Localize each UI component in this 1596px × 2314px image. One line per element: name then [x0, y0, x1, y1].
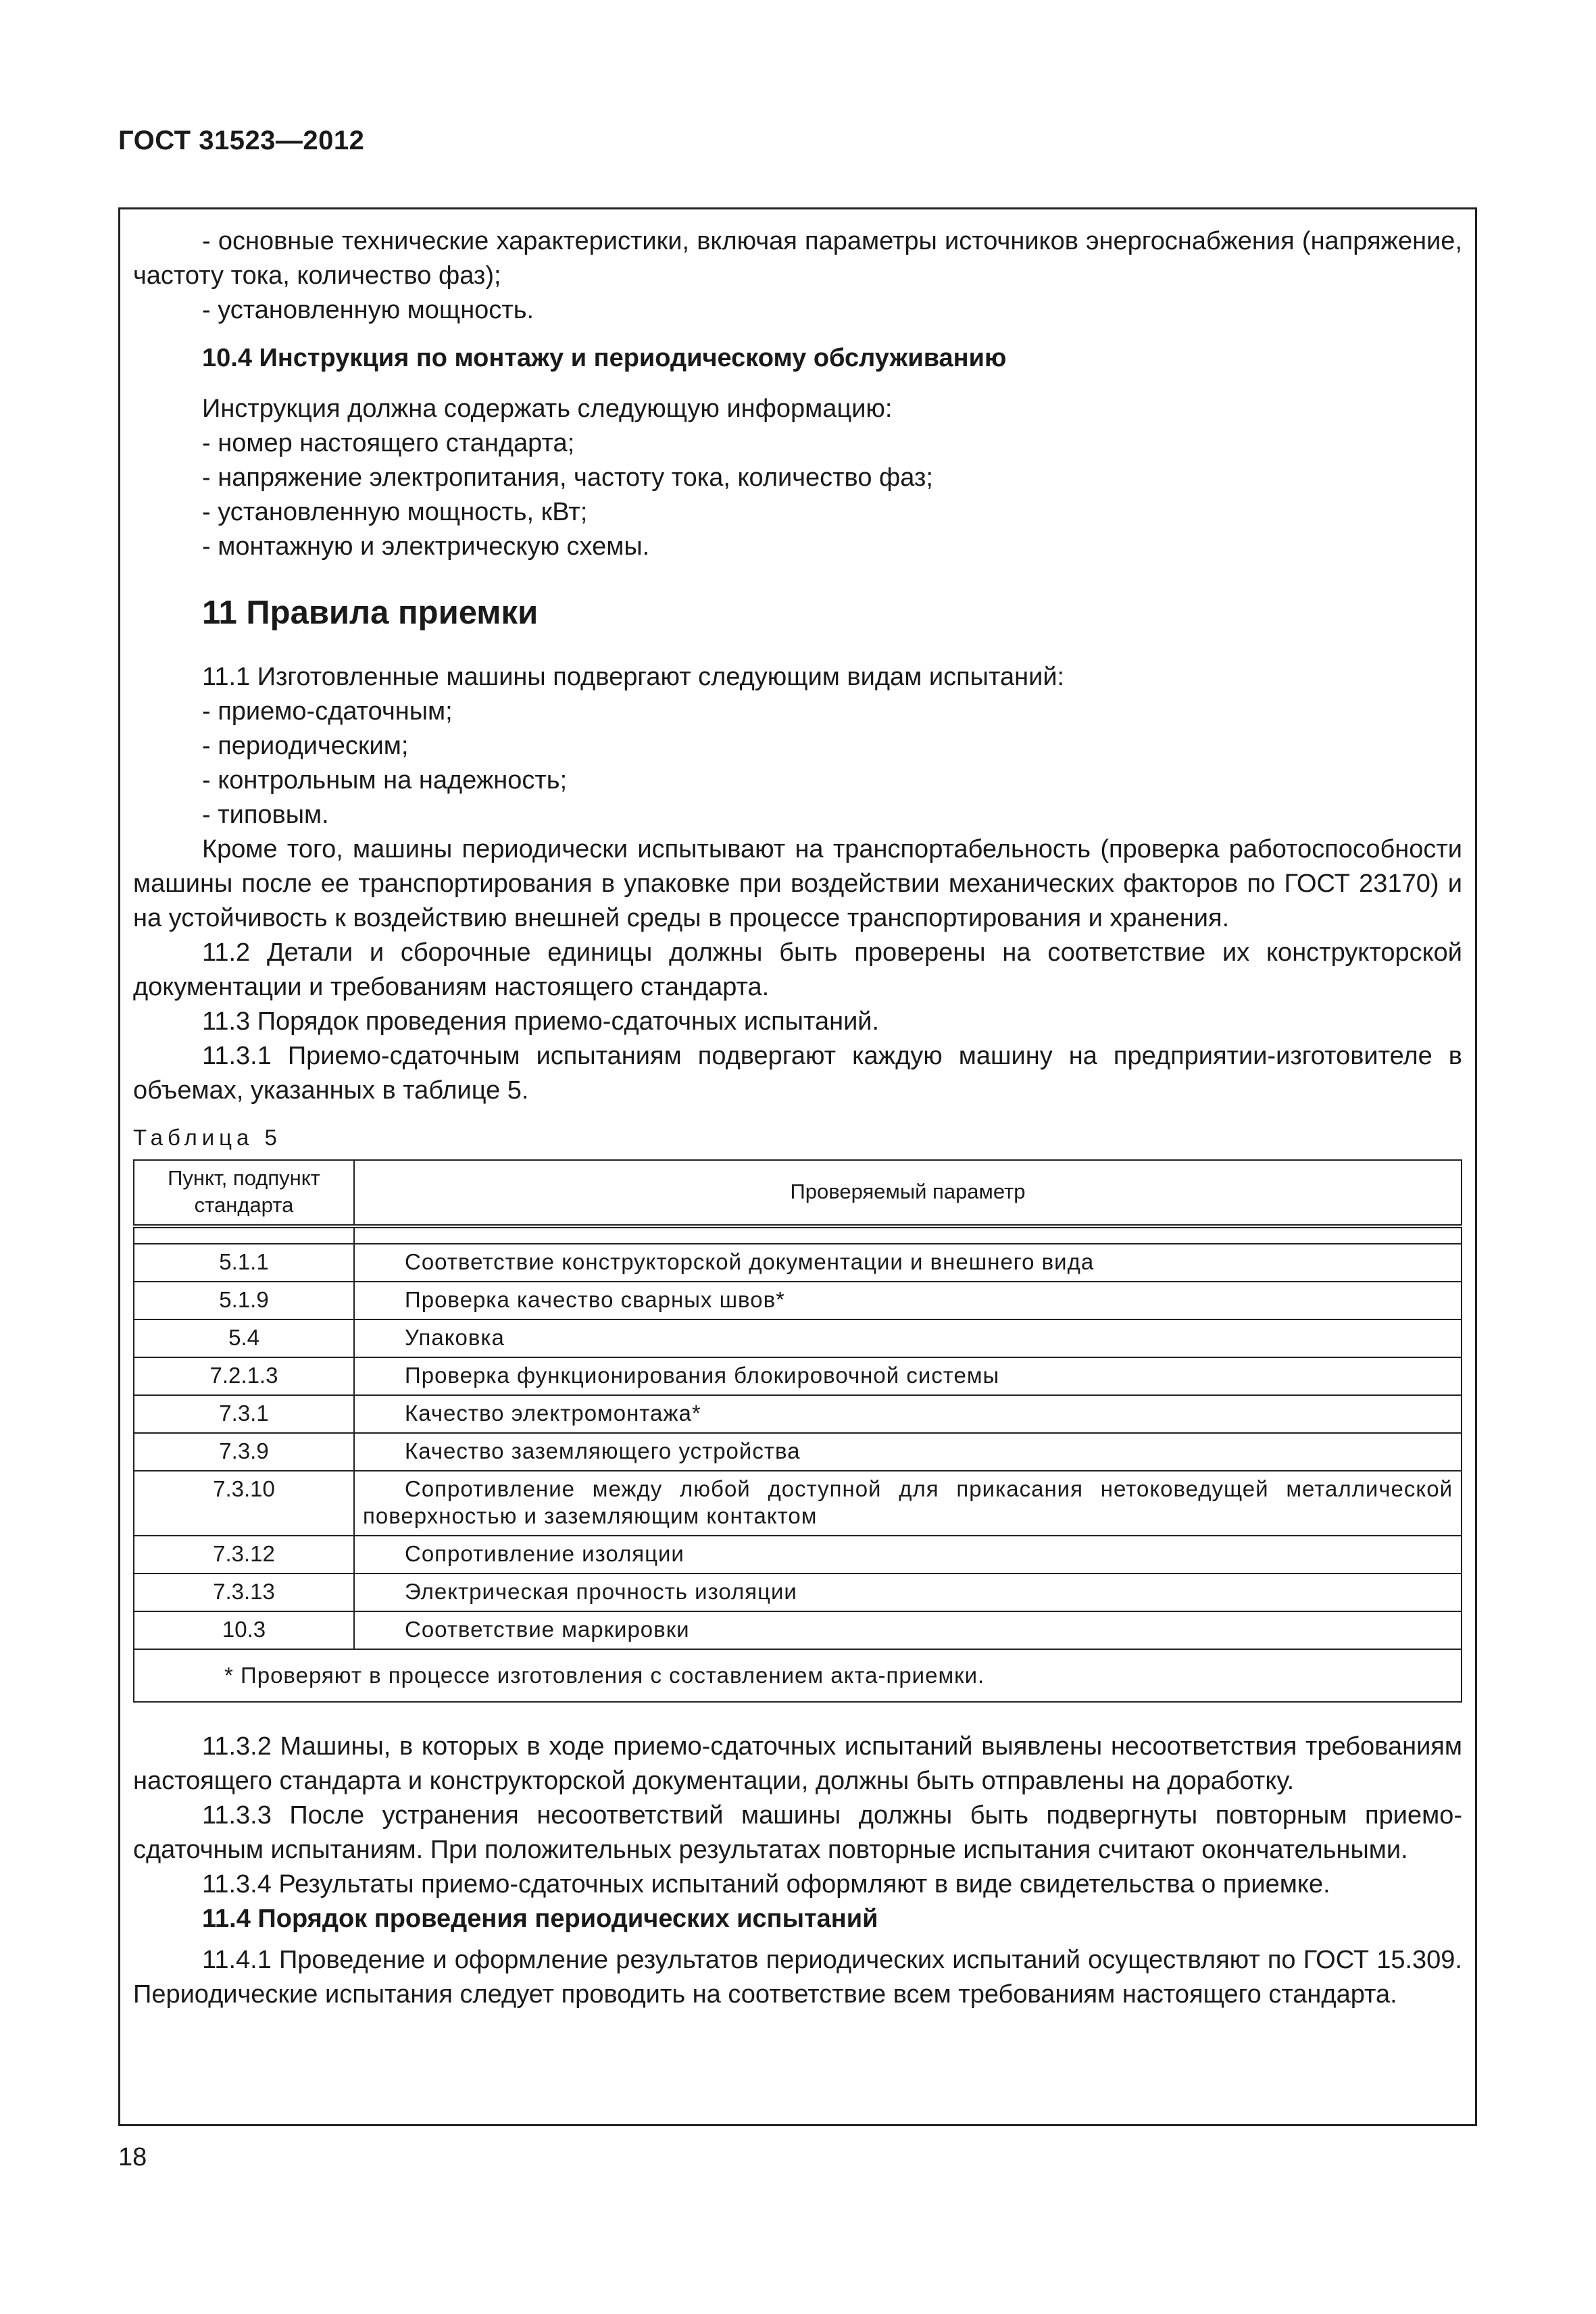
content-body: [133, 224, 1462, 2012]
content-frame: [118, 207, 1477, 2126]
paragraph-11-4-1: 11.4.1 Проведение и оформление результатов периодических испытаний осуществляют по ГОСТ 15.309. Периодические испытания следует проводить на соответствие всем требованиям настоящего стандарта.: [133, 1946, 1462, 2009]
table-header-parameter: Проверяемый параметр: [354, 1160, 1462, 1226]
table-header-row: [134, 1160, 1462, 1226]
paragraph-11-3: 11.3 Порядок проведения приемо-сдаточных испытаний.: [202, 1007, 880, 1036]
table-5-caption: Таблица 5: [133, 1125, 282, 1150]
table-cell-clause: 5.4: [134, 1319, 354, 1357]
table-row: [134, 1536, 1462, 1574]
section-10-4-item: - номер настоящего стандарта;: [202, 429, 575, 457]
table-row: [134, 1611, 1462, 1649]
table-cell-parameter: Качество электромонтажа*: [354, 1395, 1462, 1433]
table-cell-parameter: Соответствие конструкторской документации и внешнего вида: [354, 1244, 1462, 1282]
table-row: [134, 1244, 1462, 1282]
paragraph-11-3-1: 11.3.1 Приемо-сдаточным испытаниям подвергают каждую машину на предприятии-изготовителе в объемах, указанных в таблице 5.: [133, 1042, 1462, 1105]
paragraph-11-1: 11.1 Изготовленные машины подвергают следующим видам испытаний:: [202, 663, 1065, 691]
document-code-header: ГОСТ 31523—2012: [118, 126, 365, 155]
table-cell-clause: 7.3.1: [134, 1395, 354, 1433]
table-row: [134, 1319, 1462, 1357]
paragraph-transportability: Кроме того, машины периодически испытывают на транспортабельность (проверка работоспособности машины после ее транспортирования в упаковке при воздействии механических факторов по ГОСТ 23170) и на устойчивость к воздействию внешней среды в процессе транспортирования и хранения.: [133, 835, 1462, 932]
table-cell-parameter: Электрическая прочность изоляции: [354, 1574, 1462, 1611]
table-row: [134, 1433, 1462, 1471]
paragraph-11-2: 11.2 Детали и сборочные единицы должны быть проверены на соответствие их конструкторской документации и требованиям настоящего стандарта.: [133, 938, 1462, 1001]
table-cell-clause: 5.1.1: [134, 1244, 354, 1282]
table-cell-parameter: Проверка функционирования блокировочной системы: [354, 1357, 1462, 1395]
spacer-cell: [354, 1226, 1462, 1244]
section-10-4-item: - напряжение электропитания, частоту тока, количество фаз;: [202, 463, 933, 492]
section-10-4-intro: Инструкция должна содержать следующую информацию:: [202, 395, 893, 423]
section-11-heading: 11 Правила приемки: [202, 595, 539, 631]
page-number: 18: [118, 2143, 147, 2171]
table-cell-parameter: Качество заземляющего устройства: [354, 1433, 1462, 1471]
table-row: [134, 1282, 1462, 1319]
top-paragraph-characteristics: - основные технические характеристики, включая параметры источников энергоснабжения (напряжение, частоту тока, количество фаз);: [133, 227, 1462, 290]
top-paragraph-power: - установленную мощность.: [202, 296, 534, 324]
test-type-item: - периодическим;: [202, 732, 409, 760]
table-row: [134, 1395, 1462, 1433]
paragraph-11-3-2: 11.3.2 Машины, в которых в ходе приемо-сдаточных испытаний выявлены несоответствия требованиям настоящего стандарта и конструкторской документации, должны быть отправлены на доработку.: [133, 1732, 1462, 1795]
table-header-spacer: [134, 1226, 1462, 1244]
test-type-item: - типовым.: [202, 801, 329, 829]
test-type-item: - контрольным на надежность;: [202, 766, 568, 795]
table-cell-parameter: Сопротивление между любой доступной для прикасания нетоковедущей металлической поверхностью и заземляющим контактом: [354, 1471, 1462, 1536]
table-cell-clause: 10.3: [134, 1611, 354, 1649]
paragraph-11-3-3: 11.3.3 После устранения несоответствий машины должны быть подвергнуты повторным приемо-сдаточным испытаниям. При положительных результатах повторные испытания считают окончательными.: [133, 1801, 1462, 1864]
table-cell-parameter: Упаковка: [354, 1319, 1462, 1357]
table-cell-clause: 7.3.10: [134, 1471, 354, 1536]
section-10-4-heading: 10.4 Инструкция по монтажу и периодическому обслуживанию: [202, 344, 1007, 372]
table-footnote: * Проверяют в процессе изготовления с составлением акта-приемки.: [134, 1649, 1462, 1702]
table-header-clause: Пункт, подпункт стандарта: [134, 1160, 354, 1226]
test-type-item: - приемо-сдаточным;: [202, 697, 453, 726]
table-cell-parameter: Проверка качество сварных швов*: [354, 1282, 1462, 1319]
table-cell-parameter: Соответствие маркировки: [354, 1611, 1462, 1649]
table-cell-clause: 7.3.9: [134, 1433, 354, 1471]
section-10-4-item: - установленную мощность, кВт;: [202, 498, 588, 526]
table-cell-parameter: Сопротивление изоляции: [354, 1536, 1462, 1574]
table-row: [134, 1357, 1462, 1395]
section-10-4-item: - монтажную и электрическую схемы.: [202, 532, 650, 561]
table-row: [134, 1574, 1462, 1611]
spacer-cell: [134, 1226, 354, 1244]
table-cell-clause: 7.3.13: [134, 1574, 354, 1611]
table-cell-clause: 5.1.9: [134, 1282, 354, 1319]
table-cell-clause: 7.2.1.3: [134, 1357, 354, 1395]
table-5: [133, 1159, 1462, 1703]
table-footnote-row: [134, 1649, 1462, 1702]
paragraph-11-3-4: 11.3.4 Результаты приемо-сдаточных испытаний оформляют в виде свидетельства о приемке.: [202, 1870, 1330, 1898]
table-cell-clause: 7.3.12: [134, 1536, 354, 1574]
table-row: [134, 1471, 1462, 1536]
section-11-4-heading: 11.4 Порядок проведения периодических испытаний: [202, 1905, 878, 1933]
